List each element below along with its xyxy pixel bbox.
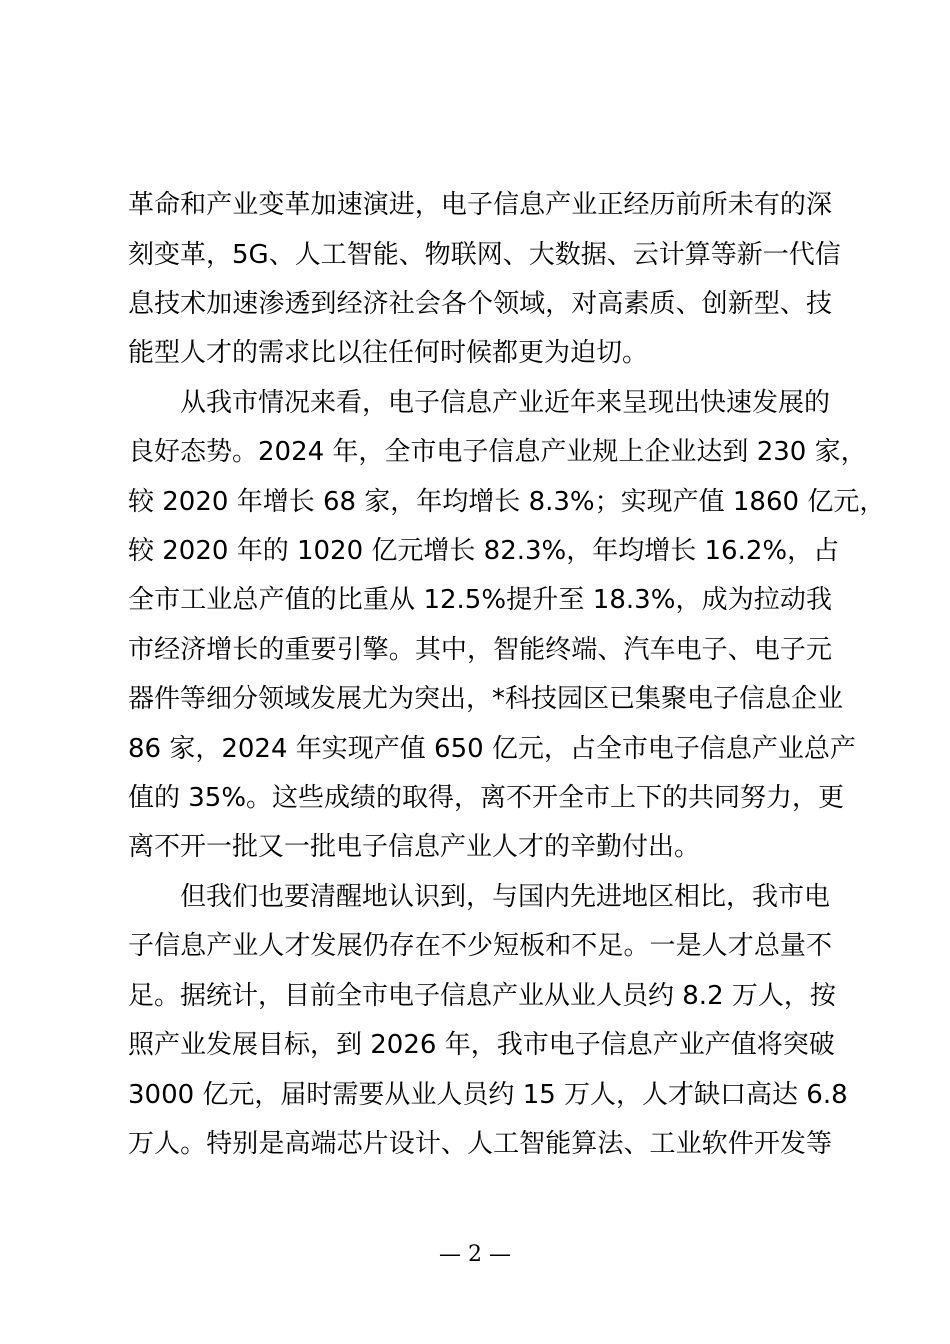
body-text-line: 较 2020 年增长 68 家，年均增长 8.3%；实现产值 1860 亿元， [128, 487, 886, 517]
body-text-line: 良好态势。2024 年，全市电子信息产业规上企业达到 230 家， [128, 437, 867, 467]
body-text-line: 革命和产业变革加速演进，电子信息产业正经历前所未有的深 [128, 190, 832, 220]
body-text-line: 较 2020 年的 1020 亿元增长 82.3%，年均增长 16.2%，占 [128, 536, 840, 566]
body-text-line: 全市工业总产值的比重从 12.5%提升至 18.3%，成为拉动我 [128, 585, 832, 615]
body-text-line: 足。据统计，目前全市电子信息产业从业人员约 8.2 万人，按 [128, 981, 836, 1011]
body-text-line: 值的 35%。这些成绩的取得，离不开全市上下的共同努力，更 [128, 783, 845, 813]
body-text-line: 万人。特别是高端芯片设计、人工智能算法、工业软件开发等 [128, 1129, 832, 1159]
body-text-line: 86 家，2024 年实现产值 650 亿元，占全市电子信息产业总产 [128, 734, 856, 764]
body-text-line: 离不开一批又一批电子信息产业人才的辛勤付出。 [128, 832, 701, 862]
body-text-line: 息技术加速渗透到经济社会各个领域，对高素质、创新型、技 [128, 289, 832, 319]
body-text-line: 能型人才的需求比以往任何时候都更为迫切。 [128, 338, 649, 368]
page-number: — 2 — [439, 1242, 511, 1267]
body-text-line: 照产业发展目标，到 2026 年，我市电子信息产业产值将突破 [128, 1030, 835, 1060]
paragraph-first-line: 从我市情况来看，电子信息产业近年来呈现出快速发展的 [180, 388, 831, 418]
body-text-line: 器件等细分领域发展尤为突出，*科技园区已集聚电子信息企业 [128, 684, 844, 714]
body-text-line: 刻变革，5G、人工智能、物联网、大数据、云计算等新一代信 [128, 240, 841, 270]
paragraph-first-line: 但我们也要清醒地认识到，与国内先进地区相比，我市电 [180, 882, 831, 912]
body-text-line: 子信息产业人才发展仍存在不少短板和不足。一是人才总量不 [128, 931, 832, 961]
body-text-line: 市经济增长的重要引擎。其中，智能终端、汽车电子、电子元 [128, 635, 832, 665]
body-text-line: 3000 亿元，届时需要从业人员约 15 万人，人才缺口高达 6.8 [128, 1080, 848, 1110]
